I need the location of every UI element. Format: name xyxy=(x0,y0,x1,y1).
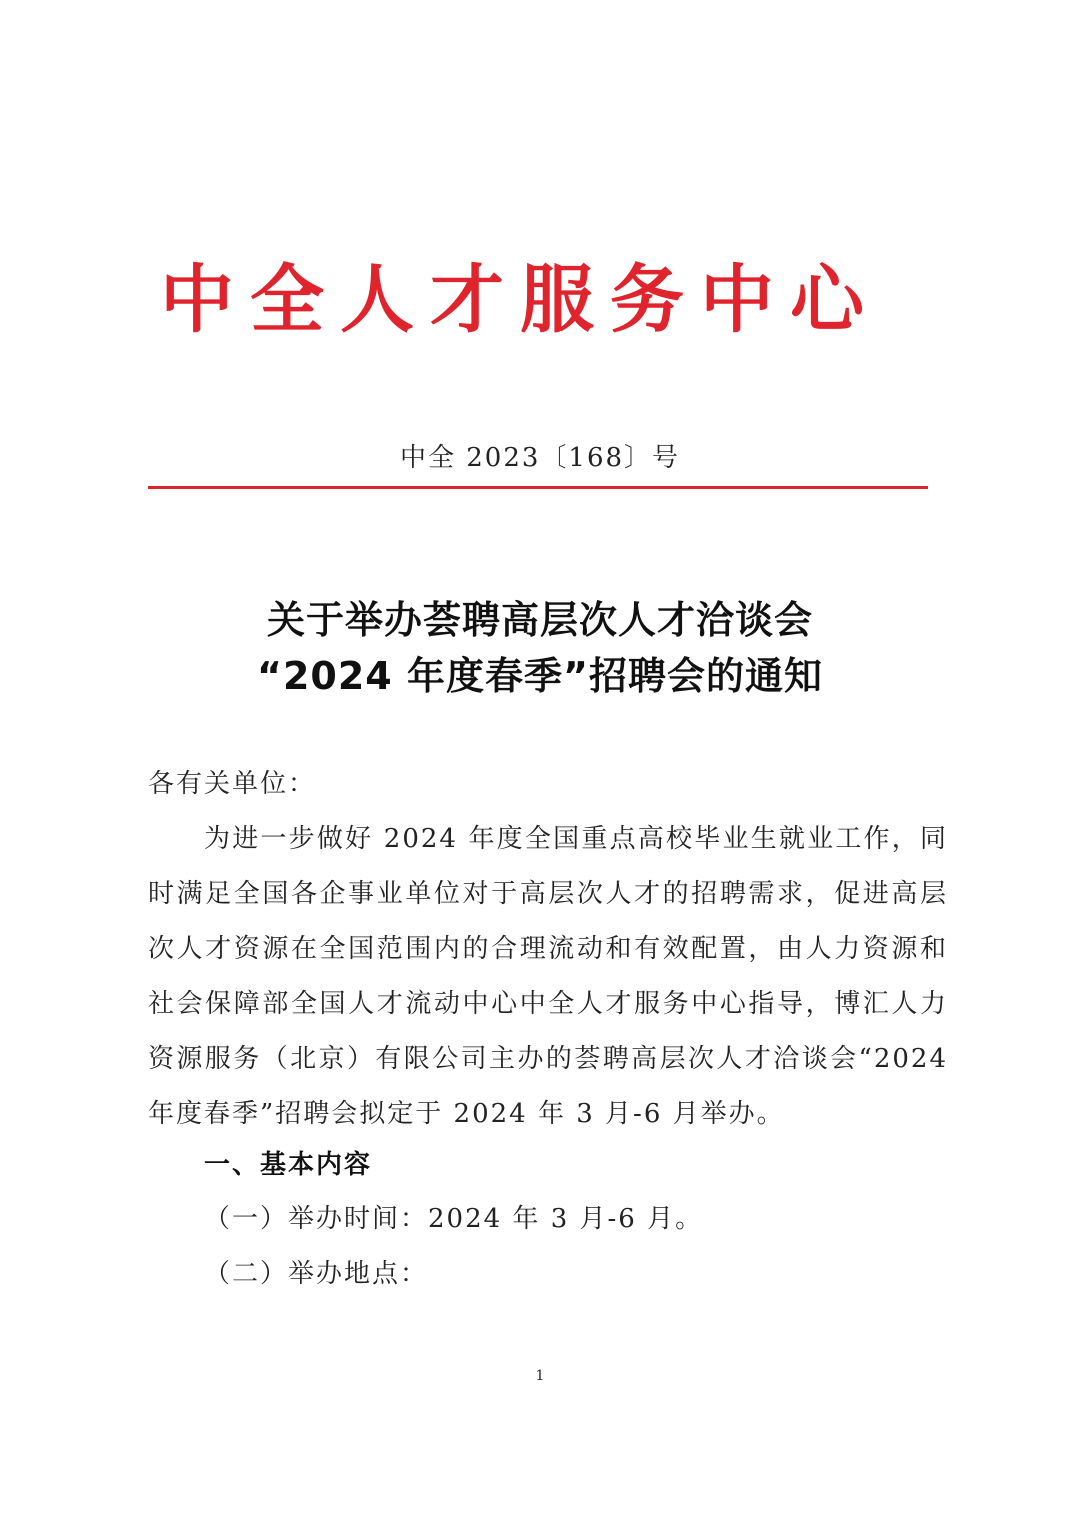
document-title-line-1: 关于举办荟聘高层次人才洽谈会 xyxy=(266,598,813,642)
list-item-location: （二）举办地点： xyxy=(204,1259,429,1289)
body-paragraph: 为进一步做好 2024 年度全国重点高校毕业生就业工作，同时满足全国各企事业单位对于高层次人才的招聘需求，促进高层次人才资源在全国范围内的合理流动和有效配置，由人力资源和社会保障部全国人才流动中心中全人才服务中心指导，博汇人力资源服务（北京）有限公司主办的荟聘高层次人才洽谈会“2024 年度春季”招聘会拟定于 2024 年 3 月-6 月举办。 xyxy=(148,824,948,1129)
letterhead-divider xyxy=(148,486,928,489)
document-number: 中全 2023〔168〕号 xyxy=(399,443,681,473)
list-item-time: （一）举办时间：2024 年 3 月-6 月。 xyxy=(204,1204,704,1234)
organization-letterhead: 中全人才服务中心 xyxy=(160,257,880,343)
section-heading: 一、基本内容 xyxy=(204,1150,373,1180)
page-number: 1 xyxy=(535,1368,545,1384)
salutation: 各有关单位： xyxy=(148,769,317,799)
document-title-line-2: “2024 年度春季”招聘会的通知 xyxy=(257,654,823,698)
